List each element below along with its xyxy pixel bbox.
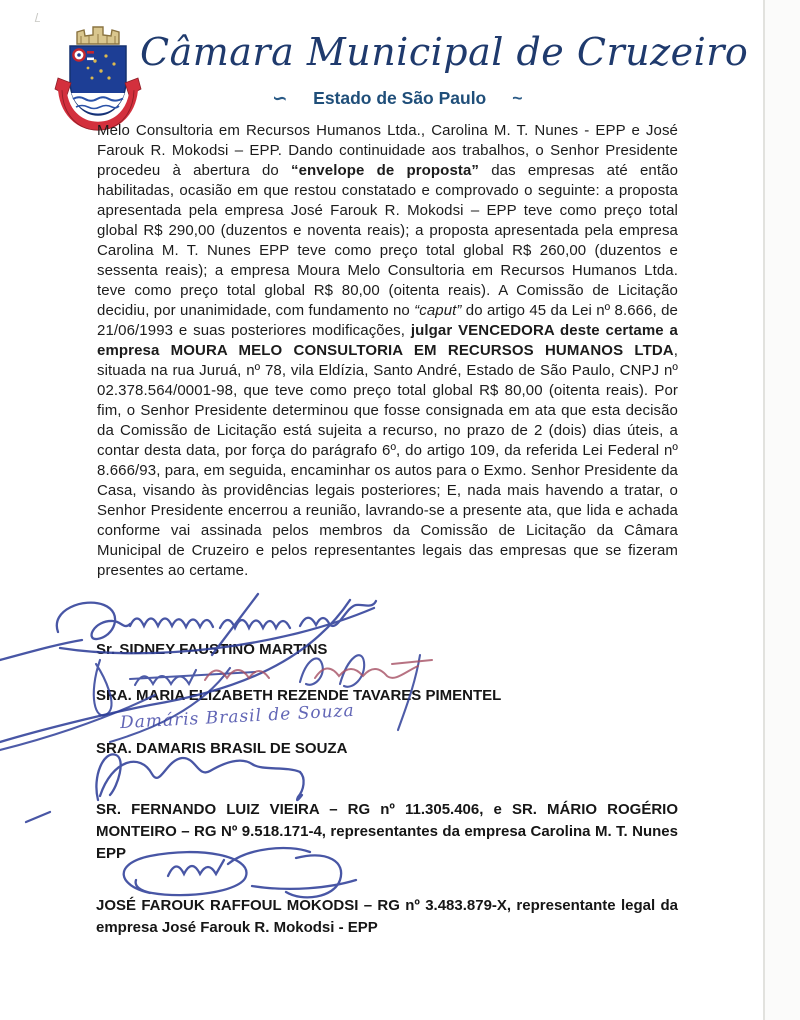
body-paragraph: Melo Consultoria em Recursos Humanos Ltda., Carolina M. T. Nunes - EPP e José Farouk R. Mokodsi – EPP. Dando continuidade aos trabalhos, o Senhor Presidente procedeu à abertura do “envelope de proposta” das empresas até então habilitadas, ocasião em que restou constatado e comprovado o seguinte: a proposta apresentada pela empresa José Farouk R. Mokodsi – EPP teve como preço total global R$ 290,00 (duzentos e noventa reais); a proposta apresentada pela empresa Carolina M. T. Nunes EPP teve como preço total global R$ 260,00 (duzentos e sessenta reais); a empresa Moura Melo Consultoria em Recursos Humanos Ltda. teve como preço total global R$ 80,00 (oitenta reais). A Comissão de Licitação decidiu, por unanimidade, com fundamento no “caput” do artigo 45 da Lei nº 8.666, de 21/06/1993 e suas posteriores modificações, julgar VENCEDORA deste certame a empresa MOURA MELO CONSULTORIA EM RECURSOS HUMANOS LTDA, situada na rua Juruá, nº 78, vila Eldízia, Santo André, Estado de São Paulo, CNPJ nº 02.378.564/0001-98, que teve como preço total global R$ 80,00 (oitenta reais). Por fim, o Senhor Presidente determinou que fosse consignada em ata que esta decisão da Comissão de Licitação está sujeita a recurso, no prazo de 2 (dois) dias úteis, a contar desta data, por força do parágrafo 6º, do artigo 109, da referida Lei Federal nº 8.666/93, para, em seguida, encaminhar os autos para o Exmo. Senhor Presidente da Casa, visando às providências legais posteriores; E, nada mais havendo a tratar, o Senhor Presidente encerrou a reunião, lavrando-se a presente ata, que lida e achada conforme vai assinada pelos membros da Comissão de Licitação da Câmara Municipal de Cruzeiro e pelos representantes legais das empresas que se fizeram presentes ao certame. — [97, 122, 679, 579]
signature-label-sidney-martins: Sr. SIDNEY FAUSTINO MARTINS — [96, 641, 328, 658]
signature-handwriting-damaris: Damáris Brasil de Souza — [119, 700, 356, 734]
tilde-right-icon: ~ — [512, 88, 523, 108]
signature-label-maria-pimentel: SRA. MARIA ELIZABETH REZENDE TAVARES PIMENTEL — [96, 687, 502, 704]
scan-edge-line — [763, 0, 765, 1020]
crown-icon — [77, 27, 119, 44]
signature-label-damaris-souza: SRA. DAMARIS BRASIL DE SOUZA — [96, 740, 348, 757]
cruzeiro-coat-of-arms-icon — [48, 20, 148, 132]
scan-edge-shading — [765, 0, 800, 1020]
page-subtitle — [140, 88, 655, 109]
tilde-left-icon: ∽ — [272, 88, 288, 108]
signature-label-fernando-mario: SR. FERNANDO LUIZ VIEIRA – RG nº 11.305.406, e SR. MÁRIO ROGÉRIO MONTEIRO – RG Nº 9.518.171-4, representantes da empresa Carolina M. T. Nunes EPP — [96, 801, 678, 862]
page-title: Câmara Municipal de Cruzeiro — [140, 30, 749, 74]
signature-label-jose-mokodsi: JOSÉ FAROUK RAFFOUL MOKODSI – RG nº 3.483.879-X, representante legal da empresa José Farouk R. Mokodsi - EPP — [96, 897, 678, 936]
subtitle-text: Estado de São Paulo — [313, 88, 487, 108]
shield-icon — [70, 46, 126, 115]
